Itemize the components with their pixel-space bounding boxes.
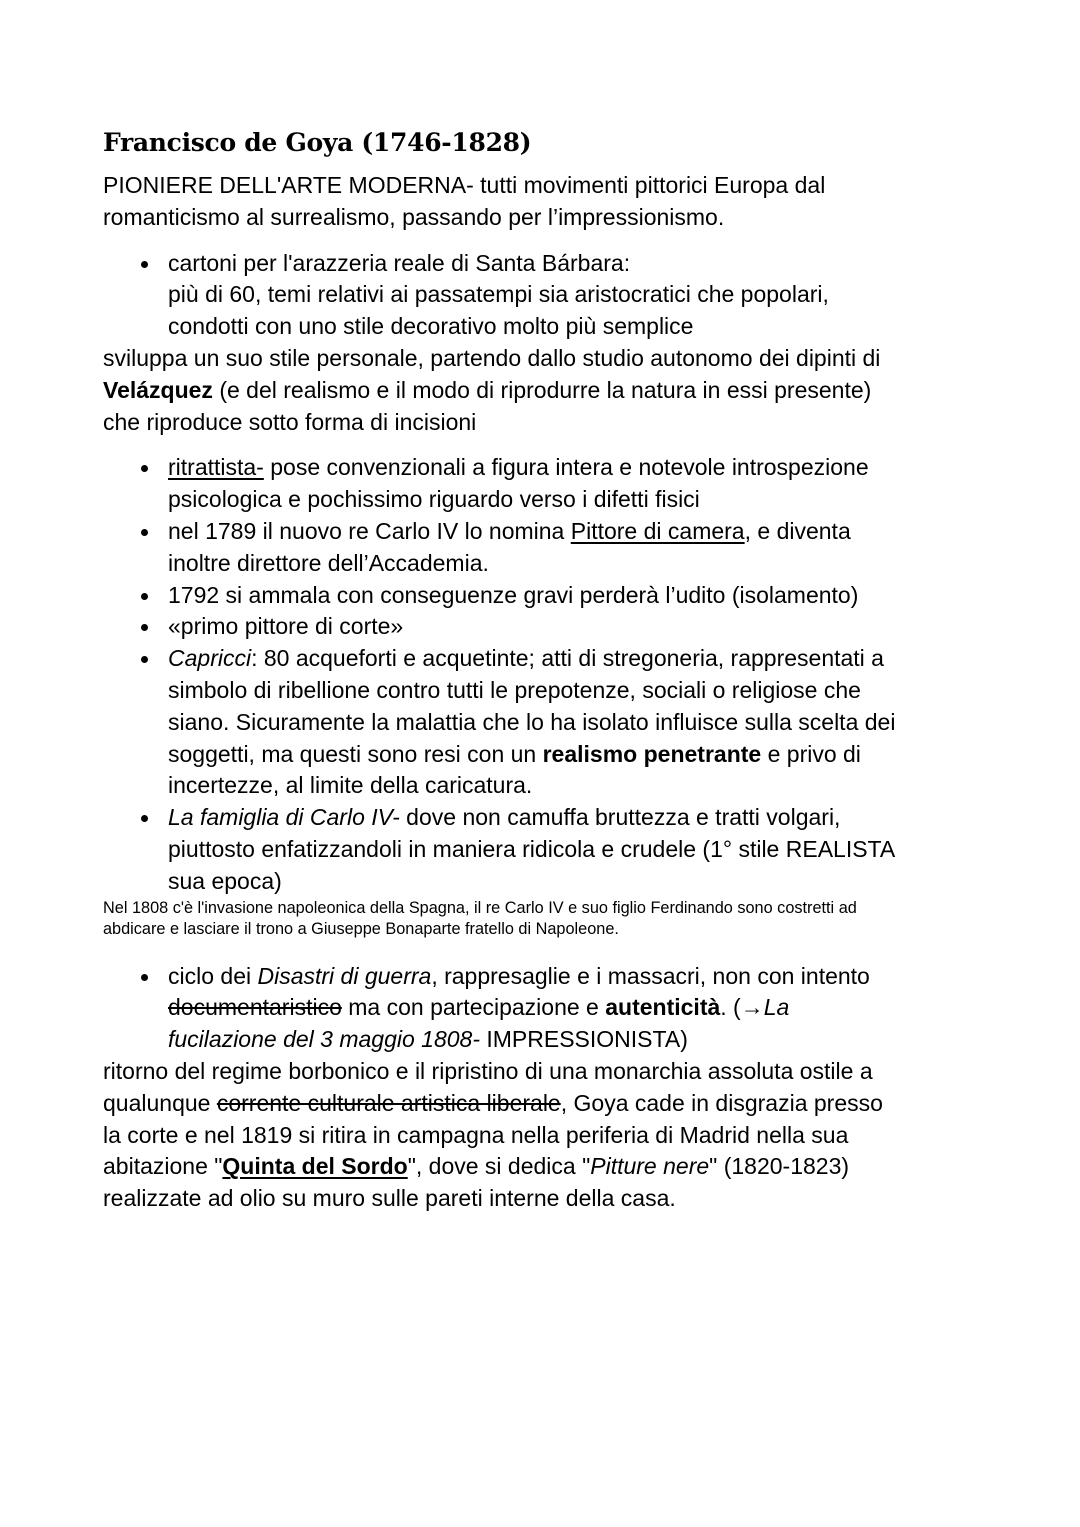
list-item-text: pose convenzionali a figura intera e notevole introspezione xyxy=(263,454,869,481)
paragraph-text: " (1820-1823) xyxy=(709,1153,850,1180)
list-item-text: psicologica e pochissimo riguardo verso i difetti fisici xyxy=(168,486,700,513)
list-item-text: simbolo di ribellione contro tutti le prepotenze, sociali o religiose che xyxy=(168,676,861,703)
intro-line-1: PIONIERE DELL'ARTE MODERNA- tutti movimenti pittorici Europa dal xyxy=(103,172,826,198)
strikethrough-text: corrente culturale artistica liberale xyxy=(216,1089,561,1116)
list-item-text: 1792 si ammala con conseguenze gravi perderà l’udito (isolamento) xyxy=(168,581,859,608)
italic-title: fucilazione del 3 maggio 1808- xyxy=(168,1026,480,1053)
italic-title: La famiglia di Carlo IV- xyxy=(168,804,400,831)
italic-title: Pitture nere xyxy=(590,1153,710,1180)
note-text: abdicare e lasciare il trono a Giuseppe Bonaparte fratello di Napoleone. xyxy=(103,920,619,939)
intro-line-2: romanticismo al surrealismo, passando per l’impressionismo. xyxy=(103,203,725,230)
list-item xyxy=(103,643,983,802)
list-item-text: dove non camuffa bruttezza e tratti volgari, xyxy=(399,804,841,831)
paragraph-text: sviluppa un suo stile personale, partendo dallo studio autonomo dei dipinti di xyxy=(103,344,881,371)
list-item-text: , rappresaglie e i massacri, non con intento xyxy=(431,962,870,989)
list-item-text: siano. Sicuramente la malattia che lo ha isolato influisce sulla scelta dei xyxy=(168,708,896,735)
list-item-text: , e diventa xyxy=(744,517,851,544)
list-item-text: ciclo dei xyxy=(168,962,258,989)
bullet-list-cartoni xyxy=(103,248,983,343)
bullet-list-war xyxy=(103,961,983,1056)
final-paragraph xyxy=(103,1056,983,1215)
bullet-icon xyxy=(141,974,148,981)
bullet-icon xyxy=(141,624,148,631)
bold-term: realismo penetrante xyxy=(542,740,762,767)
bullet-icon xyxy=(141,261,148,268)
document-page xyxy=(103,126,983,1215)
list-item xyxy=(103,802,983,897)
bullet-icon xyxy=(141,656,148,663)
list-item-text: nel 1789 il nuovo re Carlo IV lo nomina xyxy=(168,517,571,544)
paragraph-text: , Goya cade in disgrazia presso xyxy=(560,1089,883,1116)
list-item xyxy=(103,611,983,643)
italic-title: La xyxy=(763,994,790,1021)
list-item-text: IMPRESSIONISTA) xyxy=(479,1026,688,1053)
list-item-text: ma con partecipazione e xyxy=(341,994,606,1021)
list-item-text: inoltre direttore dell’Accademia. xyxy=(168,549,489,576)
paragraph-text: qualunque xyxy=(103,1089,217,1116)
paragraph-text: che riproduce sotto forma di incisioni xyxy=(103,408,477,435)
italic-title: Disastri di guerra xyxy=(257,962,432,989)
page-title: Francisco de Goya (1746-1828) xyxy=(103,128,532,157)
list-item-text: . ( xyxy=(720,994,741,1021)
underlined-term: ritrattista- xyxy=(168,454,264,481)
list-item-text: «primo pittore di corte» xyxy=(168,613,404,640)
bold-term: Velázquez xyxy=(103,376,213,403)
list-item xyxy=(103,248,983,343)
paragraph-text: realizzate ad olio su muro sulle pareti interne della casa. xyxy=(103,1185,676,1212)
paragraph-line xyxy=(103,375,983,407)
bold-term: autenticità xyxy=(605,994,721,1021)
note-text: Nel 1808 c'è l'invasione napoleonica della Spagna, il re Carlo IV e suo figlio Ferdinando sono costretti ad xyxy=(103,898,857,917)
list-item-text: più di 60, temi relativi ai passatempi sia aristocratici che popolari, xyxy=(168,281,829,308)
strikethrough-text: documentaristico xyxy=(168,994,342,1021)
bullet-icon xyxy=(141,815,148,822)
list-item-text: e privo di xyxy=(761,740,861,767)
bullet-icon xyxy=(141,465,148,472)
list-item-text: sua epoca) xyxy=(168,867,282,894)
list-item xyxy=(103,452,983,516)
paragraph-text: ritorno del regime borbonico e il ripristino di una monarchia assoluta ostile a xyxy=(103,1057,873,1084)
list-item-text: piuttosto enfatizzandoli in maniera ridicola e crudele (1° stile REALISTA xyxy=(168,835,896,862)
historical-note xyxy=(103,898,983,941)
bullet-list-career xyxy=(103,452,983,897)
list-item-text: cartoni per l'arazzeria reale di Santa Bárbara: xyxy=(168,249,631,276)
list-item-text: : 80 acqueforti e acquetinte; atti di stregoneria, rappresentati a xyxy=(251,645,884,672)
paragraph-text: ", dove si dedica " xyxy=(407,1153,591,1180)
underlined-term: Pittore di camera xyxy=(570,517,745,544)
paragraph-text: (e del realismo e il modo di riprodurre la natura in essi presente) xyxy=(212,376,872,403)
list-item-text: condotti con uno stile decorativo molto più semplice xyxy=(168,313,694,340)
bullet-icon xyxy=(141,529,148,536)
intro-paragraph xyxy=(103,170,983,234)
list-item xyxy=(103,961,983,1056)
list-item-text: incertezze, al limite della caricatura. xyxy=(168,772,533,799)
list-item xyxy=(103,580,983,612)
bold-underlined-term: Quinta del Sordo xyxy=(222,1153,408,1180)
bullet-icon xyxy=(141,593,148,600)
list-item xyxy=(103,516,983,580)
italic-title: Capricci xyxy=(168,645,252,672)
paragraph-text: la corte e nel 1819 si ritira in campagna nella periferia di Madrid nella sua xyxy=(103,1121,849,1148)
velazquez-paragraph xyxy=(103,343,983,438)
arrow-right-icon: → xyxy=(740,994,764,1021)
paragraph-text: abitazione " xyxy=(103,1153,223,1180)
list-item-text: soggetti, ma questi sono resi con un xyxy=(168,740,543,767)
